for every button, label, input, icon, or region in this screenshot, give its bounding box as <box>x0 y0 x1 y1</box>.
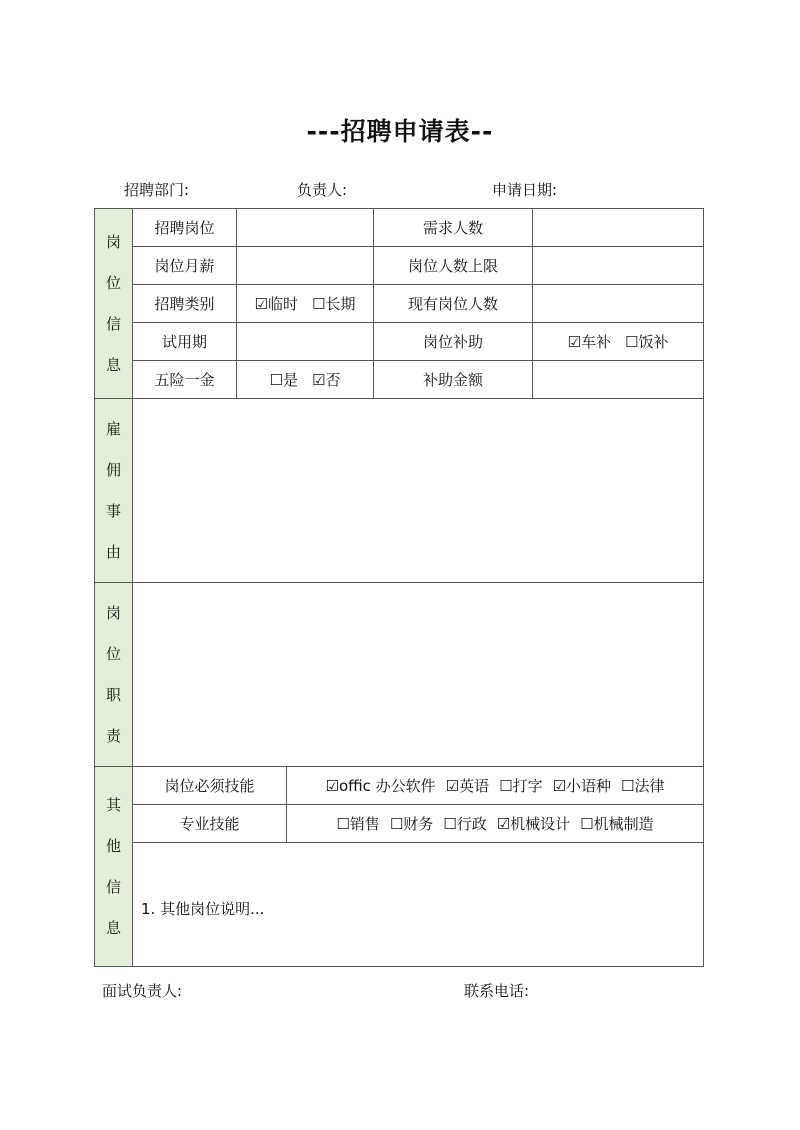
checkbox-option[interactable]: ☐饭补 <box>625 333 669 351</box>
checkbox-option[interactable]: ☑英语 <box>445 777 490 795</box>
input-cell[interactable] <box>237 323 374 361</box>
option-cell <box>287 767 704 805</box>
side-char: 佣 <box>105 460 121 479</box>
side-char: 信 <box>105 877 121 896</box>
other-note-text: 1. 其他岗位说明... <box>141 900 265 918</box>
input-cell[interactable] <box>237 209 374 247</box>
option-cell <box>237 361 374 399</box>
field-label: 招聘类别 <box>133 285 237 323</box>
input-cell[interactable] <box>533 209 704 247</box>
side-char: 信 <box>105 314 121 333</box>
side-char: 位 <box>105 273 121 292</box>
table-row <box>95 247 704 285</box>
other-notes-textarea[interactable] <box>133 843 704 967</box>
interviewer-label: 面试负责人: <box>102 982 183 1000</box>
side-label-hiring-reason <box>95 399 133 583</box>
field-label: 补助金额 <box>374 361 533 399</box>
hiring-reason-textarea[interactable] <box>133 399 704 583</box>
recruitment-form-table <box>94 208 704 967</box>
side-char: 他 <box>105 836 121 855</box>
field-label: 岗位补助 <box>374 323 533 361</box>
table-row <box>95 767 704 805</box>
option-cell <box>533 323 704 361</box>
table-row <box>95 285 704 323</box>
checkbox-option[interactable]: ☐是 <box>269 371 298 389</box>
checkbox-option[interactable]: ☐机械制造 <box>580 815 654 833</box>
checkbox-option[interactable]: ☑车补 <box>567 333 611 351</box>
field-label: 岗位人数上限 <box>374 247 533 285</box>
table-row <box>95 805 704 843</box>
duties-textarea[interactable] <box>133 583 704 767</box>
side-char: 雇 <box>105 419 121 438</box>
form-title: ---招聘申请表-- <box>306 117 494 146</box>
apply-date-label: 申请日期: <box>492 181 558 199</box>
checkbox-option[interactable]: ☐法律 <box>621 777 665 795</box>
option-cell <box>237 285 374 323</box>
table-row <box>95 361 704 399</box>
owner-label: 负责人: <box>297 181 348 199</box>
checkbox-option[interactable]: ☑临时 <box>254 295 298 313</box>
input-cell[interactable] <box>237 247 374 285</box>
field-label: 五险一金 <box>133 361 237 399</box>
side-char: 责 <box>105 726 121 745</box>
phone-label: 联系电话: <box>464 982 530 1000</box>
field-label: 需求人数 <box>374 209 533 247</box>
checkbox-option[interactable]: ☐行政 <box>443 815 487 833</box>
checkbox-option[interactable]: ☐长期 <box>312 295 356 313</box>
table-row <box>95 843 704 967</box>
checkbox-option[interactable]: ☐财务 <box>389 815 434 833</box>
side-char: 由 <box>105 542 121 561</box>
table-row <box>95 583 704 767</box>
side-label-position-info <box>95 209 133 399</box>
checkbox-option[interactable]: ☐销售 <box>336 815 380 833</box>
input-cell[interactable] <box>533 285 704 323</box>
field-label: 招聘岗位 <box>133 209 237 247</box>
field-label: 岗位月薪 <box>133 247 237 285</box>
field-label: 专业技能 <box>133 805 287 843</box>
side-char: 其 <box>105 795 121 814</box>
field-label: 现有岗位人数 <box>374 285 533 323</box>
dept-label: 招聘部门: <box>124 181 190 199</box>
input-cell[interactable] <box>533 247 704 285</box>
side-char: 息 <box>105 918 121 937</box>
side-char: 职 <box>105 685 121 704</box>
checkbox-option[interactable]: ☐打字 <box>499 777 543 795</box>
field-label: 岗位必须技能 <box>133 767 287 805</box>
side-char: 岗 <box>105 232 121 251</box>
checkbox-option[interactable]: ☑offic 办公软件 <box>325 777 436 795</box>
side-char: 息 <box>105 355 121 374</box>
checkbox-option[interactable]: ☑小语种 <box>552 777 612 795</box>
input-cell[interactable] <box>533 361 704 399</box>
side-label-duties <box>95 583 133 767</box>
side-label-other-info <box>95 767 133 967</box>
side-char: 岗 <box>105 603 121 622</box>
option-cell <box>287 805 704 843</box>
side-char: 事 <box>105 501 121 520</box>
checkbox-option[interactable]: ☑否 <box>312 371 341 389</box>
field-label: 试用期 <box>133 323 237 361</box>
table-row <box>95 323 704 361</box>
table-row <box>95 209 704 247</box>
table-row <box>95 399 704 583</box>
checkbox-option[interactable]: ☑机械设计 <box>496 815 571 833</box>
side-char: 位 <box>105 644 121 663</box>
